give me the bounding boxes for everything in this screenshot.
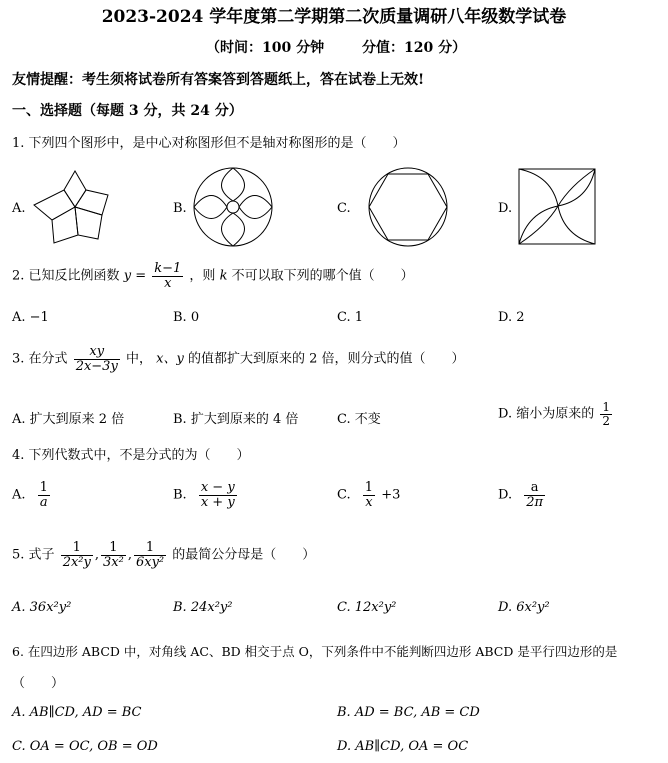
q3-pre: 3. 在分式: [12, 351, 68, 367]
q4-option-b-fraction: [199, 481, 237, 509]
q4-b-numerator: x − y: [200, 480, 235, 495]
q2-option-d: D. 2: [498, 310, 525, 325]
q4-option-a: [12, 481, 52, 509]
q2-k: k: [219, 268, 228, 284]
q4-b-denominator: x + y: [200, 494, 235, 510]
q2-option-b: B. 0: [173, 310, 200, 325]
q3-option-d-numerator: 1: [602, 400, 611, 414]
q3-option-d-text: D. 缩小为原来的: [498, 406, 595, 422]
q4-option-a-fraction: [38, 481, 50, 509]
q4-option-d: [498, 481, 547, 509]
q1-option-a-label: A.: [12, 201, 26, 216]
q2-eq: =: [135, 268, 147, 284]
question-3-stem: [12, 345, 464, 373]
q1-figure-d-square-arcs-icon: [518, 168, 598, 246]
question-6-stem: 6. 在四边形 ABCD 中，对角线 AC、BD 相交于点 O，下列条件中不能判断四边形 ABCD 是平行四边形的是: [12, 644, 618, 659]
q4-d-numerator: a: [524, 481, 545, 496]
q5-pre: 5. 式子: [12, 547, 55, 563]
q4-option-c: [337, 481, 400, 509]
q5-f2-denominator: 3x²: [103, 554, 124, 570]
q3-option-a: A. 扩大到原来 2 倍: [12, 412, 125, 427]
q1-figure-a-kites-icon: [30, 165, 120, 249]
q4-c-denominator: x: [365, 494, 373, 510]
q5-option-b: B. 24x²y²: [173, 600, 233, 615]
q6-option-d: D. AB∥CD, OA = OC: [337, 739, 469, 754]
section-heading: 一、选择题（每题 3 分，共 24 分）: [12, 103, 243, 119]
q5-option-a: A. 36x²y²: [12, 600, 72, 615]
question-1-stem: 1. 下列四个图形中，是中心对称图形但不是轴对称图形的是（ ）: [12, 136, 406, 151]
q3-fraction-denominator: 2x−3y: [75, 358, 118, 374]
q4-option-a-label: A.: [12, 487, 26, 503]
q2-y: y: [123, 268, 132, 284]
q2-pre: 2. 已知反比例函数: [12, 268, 120, 284]
q3-option-b: B. 扩大到原来的 4 倍: [173, 412, 299, 427]
q5-option-c: C. 12x²y²: [337, 600, 397, 615]
q3-option-d: [498, 401, 614, 427]
q4-option-c-fraction: [363, 481, 375, 509]
question-2-stem: [12, 262, 414, 290]
q2-fraction-denominator: x: [164, 275, 172, 291]
q4-option-c-label: C.: [337, 487, 351, 503]
q6-option-b: B. AD = BC, AB = CD: [337, 705, 480, 720]
question-4-stem: 4. 下列代数式中，不是分式的为（ ）: [12, 448, 250, 463]
q3-fraction: [74, 345, 120, 373]
exam-time: （时间：100 分钟: [206, 40, 325, 56]
question-6-stem-bracket: （ ）: [12, 676, 65, 691]
q3-fraction-numerator: xy: [74, 345, 120, 360]
q4-option-d-label: D.: [498, 487, 513, 503]
q4-a-denominator: a: [39, 494, 48, 510]
notice: 友情提醒：考生须将试卷所有答案答到答题纸上，答在试卷上无效!: [12, 72, 425, 88]
q4-c-numerator: 1: [364, 480, 374, 495]
q3-option-d-fraction: [600, 401, 612, 427]
q5-fraction-3: [134, 541, 166, 569]
q5-f3-denominator: 6xy²: [135, 554, 165, 570]
q6-option-c: C. OA = OC, OB = OD: [12, 739, 158, 754]
q4-option-b-label: B.: [173, 487, 187, 503]
exam-score: 分值：120 分）: [362, 40, 467, 56]
q3-mid: 中，: [125, 351, 152, 367]
q6-option-a: A. AB∥CD, AD = BC: [12, 705, 142, 720]
q2-option-c: C. 1: [337, 310, 364, 325]
q3-vars: x、y: [156, 351, 184, 367]
q1-figure-b-petals-icon: [192, 166, 274, 248]
q3-option-c: C. 不变: [337, 412, 381, 427]
q4-c-tail: +3: [381, 487, 401, 503]
q3-post: 的值都扩大到原来的 2 倍，则分式的值（ ）: [187, 351, 465, 367]
page-title: 2023-2024 学年度第二学期第二次质量调研八年级数学试卷: [101, 7, 567, 27]
q4-a-numerator: 1: [39, 480, 48, 495]
q5-f3-numerator: 1: [134, 541, 166, 556]
q1-option-b-label: B.: [173, 201, 187, 216]
q2-post2: 不可以取下列的哪个值（ ）: [231, 268, 414, 284]
q2-fraction: [152, 262, 183, 290]
q1-figure-c-hexagon-icon: [367, 166, 449, 248]
q5-f1-denominator: 2x²y: [62, 554, 91, 570]
q5-fraction-2: [101, 541, 126, 569]
q2-option-a: A. −1: [12, 310, 49, 325]
q4-option-b: [173, 481, 239, 509]
q5-f1-numerator: 1: [61, 541, 93, 556]
q3-option-d-denominator: 2: [602, 413, 611, 428]
question-5-stem: 5. 式子 $\frac{1}{\text{2x²y}}$ , $\frac{1}{\text{3x²}}$ , $\frac{1}{\text{6xy²}}$ 的最简公分母是（ ）: [12, 540, 316, 570]
q1-option-d-label: D.: [498, 201, 513, 216]
q2-fraction-numerator: k−1: [154, 261, 182, 276]
q5-option-d: D. 6x²y²: [498, 600, 550, 615]
q1-option-c-label: C.: [337, 201, 351, 216]
q2-post1: ，则: [189, 268, 216, 284]
q5-fraction-1: [61, 541, 93, 569]
q4-option-d-fraction: [524, 481, 545, 509]
q4-d-denominator: 2π: [526, 494, 544, 510]
q5-post: 的最简公分母是（ ）: [172, 547, 316, 563]
q5-f2-numerator: 1: [101, 541, 126, 556]
